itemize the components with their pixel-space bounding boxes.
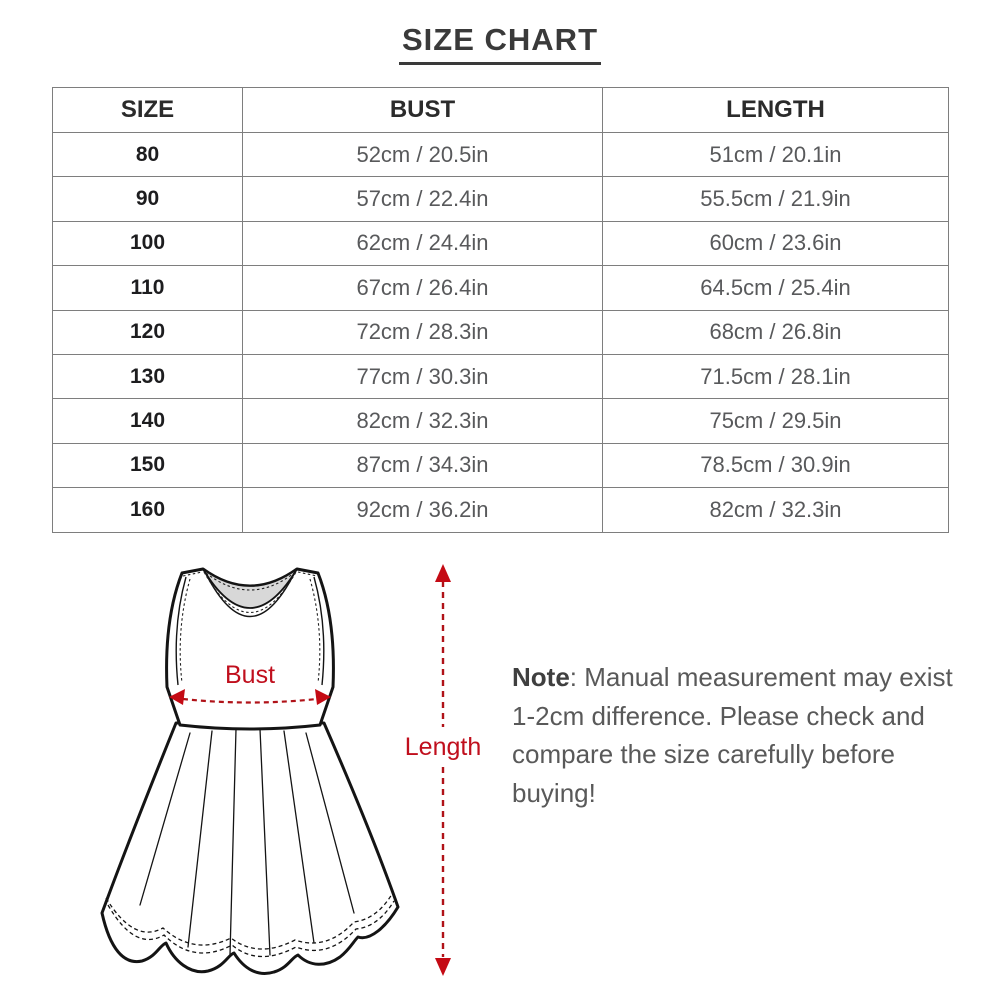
table-row	[53, 443, 949, 487]
table-row	[53, 266, 949, 310]
cell-bust: 52cm / 20.5in	[243, 133, 603, 177]
note-text	[512, 658, 972, 812]
cell-length: 51cm / 20.1in	[603, 133, 949, 177]
table-row	[53, 133, 949, 177]
cell-size: 160	[53, 488, 243, 532]
table-row	[53, 177, 949, 221]
cell-bust: 62cm / 24.4in	[243, 221, 603, 265]
size-chart-table	[52, 87, 949, 533]
note-label: Note	[512, 662, 570, 692]
cell-size: 140	[53, 399, 243, 443]
table-row	[53, 399, 949, 443]
note-body: : Manual measurement may exist 1-2cm difference. Please check and compare the size carefully before buying!	[512, 662, 953, 808]
cell-length: 55.5cm / 21.9in	[603, 177, 949, 221]
cell-size: 130	[53, 354, 243, 398]
dress-skirt	[102, 723, 398, 973]
cell-size: 150	[53, 443, 243, 487]
cell-length: 60cm / 23.6in	[603, 221, 949, 265]
cell-length: 71.5cm / 28.1in	[603, 354, 949, 398]
length-arrowhead-top	[435, 564, 451, 582]
cell-bust: 77cm / 30.3in	[243, 354, 603, 398]
header-length: LENGTH	[603, 88, 949, 133]
table-row	[53, 310, 949, 354]
cell-size: 80	[53, 133, 243, 177]
cell-bust: 82cm / 32.3in	[243, 399, 603, 443]
bust-label: Bust	[224, 661, 276, 689]
cell-bust: 72cm / 28.3in	[243, 310, 603, 354]
cell-length: 78.5cm / 30.9in	[603, 443, 949, 487]
length-arrow	[405, 564, 481, 976]
header-size: SIZE	[53, 88, 243, 133]
page-title-text: SIZE CHART	[399, 22, 601, 65]
cell-bust: 67cm / 26.4in	[243, 266, 603, 310]
cell-size: 90	[53, 177, 243, 221]
dress-measurement-diagram	[90, 557, 490, 987]
table-row	[53, 354, 949, 398]
cell-length: 75cm / 29.5in	[603, 399, 949, 443]
dress-bodice	[167, 569, 334, 729]
cell-length: 64.5cm / 25.4in	[603, 266, 949, 310]
cell-bust: 87cm / 34.3in	[243, 443, 603, 487]
cell-size: 100	[53, 221, 243, 265]
page-title	[0, 22, 1000, 65]
cell-length: 68cm / 26.8in	[603, 310, 949, 354]
cell-length: 82cm / 32.3in	[603, 488, 949, 532]
table-row	[53, 488, 949, 532]
table-header-row	[53, 88, 949, 133]
cell-bust: 92cm / 36.2in	[243, 488, 603, 532]
cell-size: 110	[53, 266, 243, 310]
length-arrowhead-bottom	[435, 958, 451, 976]
table-row	[53, 221, 949, 265]
header-bust: BUST	[243, 88, 603, 133]
cell-size: 120	[53, 310, 243, 354]
length-label: Length	[404, 733, 482, 761]
cell-bust: 57cm / 22.4in	[243, 177, 603, 221]
